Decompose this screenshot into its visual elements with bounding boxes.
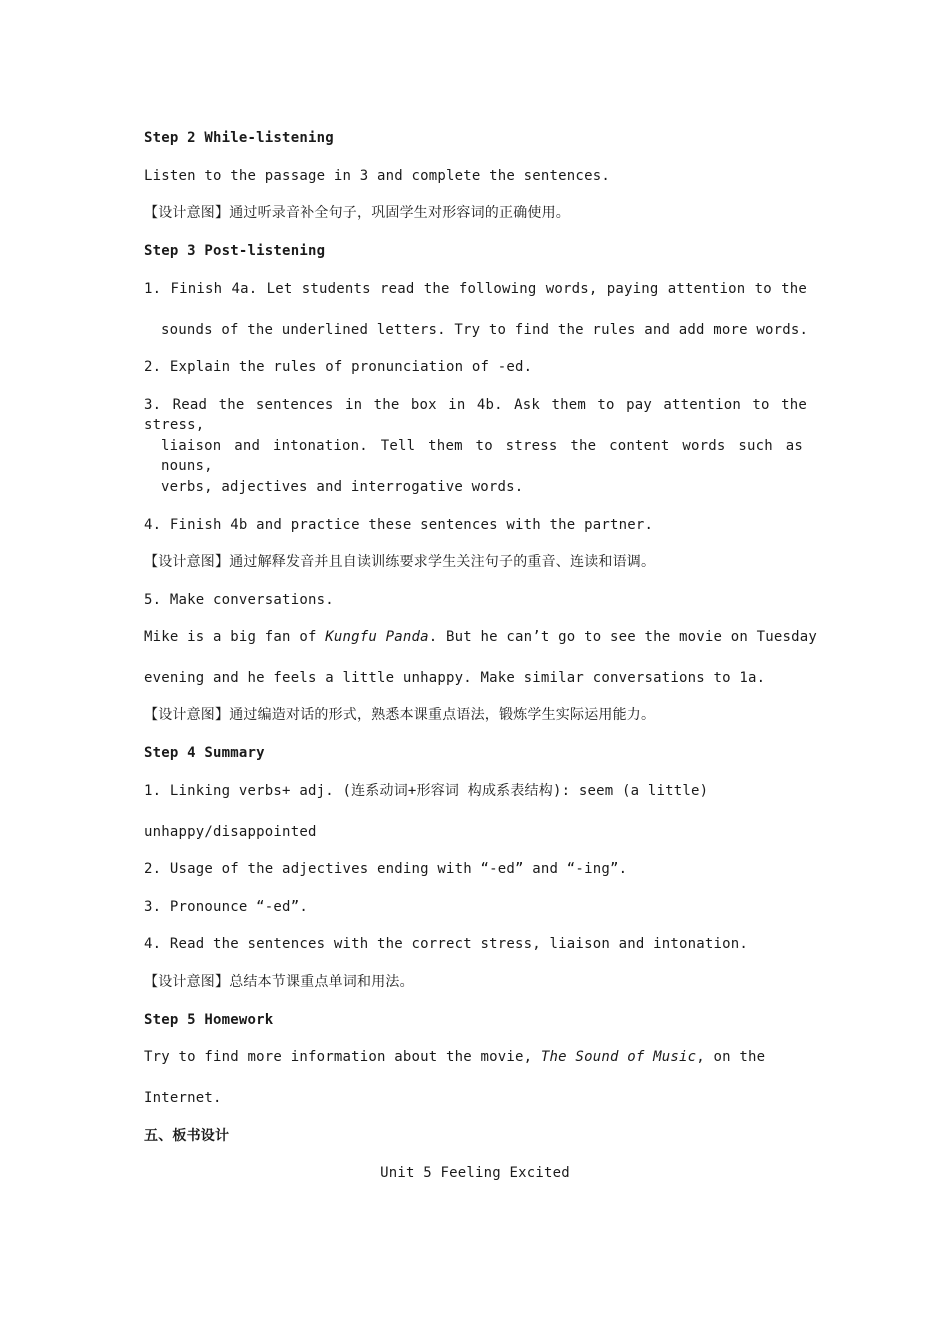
step3-item1-line2: sounds of the underlined letters. Try to find the rules and add more words. [161,322,809,338]
step4-item1-line1: 1. Linking verbs+ adj. (连系动词+形容词 构成系表结构): seem (a little) [144,783,709,799]
step3-item1-line1: 1. Finish 4a. Let students read the following words, paying attention to the [144,281,807,297]
step4-item4: 4. Read the sentences with the correct stress, liaison and intonation. [144,936,749,952]
step2-design-note: 【设计意图】通过听录音补全句子，巩固学生对形容词的正确使用。 [144,205,570,221]
step4-design-note: 【设计意图】总结本节课重点单词和用法。 [144,974,414,990]
step3-item4: 4. Finish 4b and practice these sentences with the partner. [144,517,654,533]
step3-design-note1: 【设计意图】通过解释发音并且自读训练要求学生关注句子的重音、连读和语调。 [144,554,656,570]
para-text-post: . But he can’t go to see the movie on Tuesday [428,629,818,645]
step3-item3-line2: liaison and intonation. Tell them to stress the content words such as nouns, [161,438,803,474]
step4-heading: Step 4 Summary [144,745,265,761]
step5-line2: Internet. [144,1090,222,1106]
homework-text-pre: Try to find more information about the movie, [144,1049,541,1065]
step3-item3-line1: 3. Read the sentences in the box in 4b. Ask them to pay attention to the stress, [144,397,807,433]
board-design-title: Unit 5 Feeling Excited [380,1165,570,1181]
step3-item5: 5. Make conversations. [144,592,334,608]
step3-item2: 2. Explain the rules of pronunciation of -ed. [144,359,533,375]
step4-item1-line2: unhappy/disappointed [144,824,317,840]
section5-heading: 五、板书设计 [144,1128,230,1144]
step2-instruction: Listen to the passage in 3 and complete the sentences. [144,168,610,184]
step3-paragraph-line1 [144,627,824,647]
step2-heading: Step 2 While-listening [144,130,334,146]
step5-line1 [144,1047,824,1067]
step3-heading: Step 3 Post-listening [144,243,326,259]
step4-item3: 3. Pronounce “-ed”. [144,899,308,915]
homework-text-post: , on the [696,1049,766,1065]
step5-heading: Step 5 Homework [144,1012,274,1028]
step3-item3-line3: verbs, adjectives and interrogative words. [161,479,524,495]
step4-item2: 2. Usage of the adjectives ending with “-ed” and “-ing”. [144,861,628,877]
step3-design-note2: 【设计意图】通过编造对话的形式，熟悉本课重点语法，锻炼学生实际运用能力。 [144,707,656,723]
movie-title-sound-of-music: The Sound of Music [540,1049,697,1065]
para-text-pre: Mike is a big fan of [144,629,326,645]
step3-paragraph-line2: evening and he feels a little unhappy. Make similar conversations to 1a. [144,670,766,686]
movie-title-kungfu-panda: Kungfu Panda [325,629,429,645]
